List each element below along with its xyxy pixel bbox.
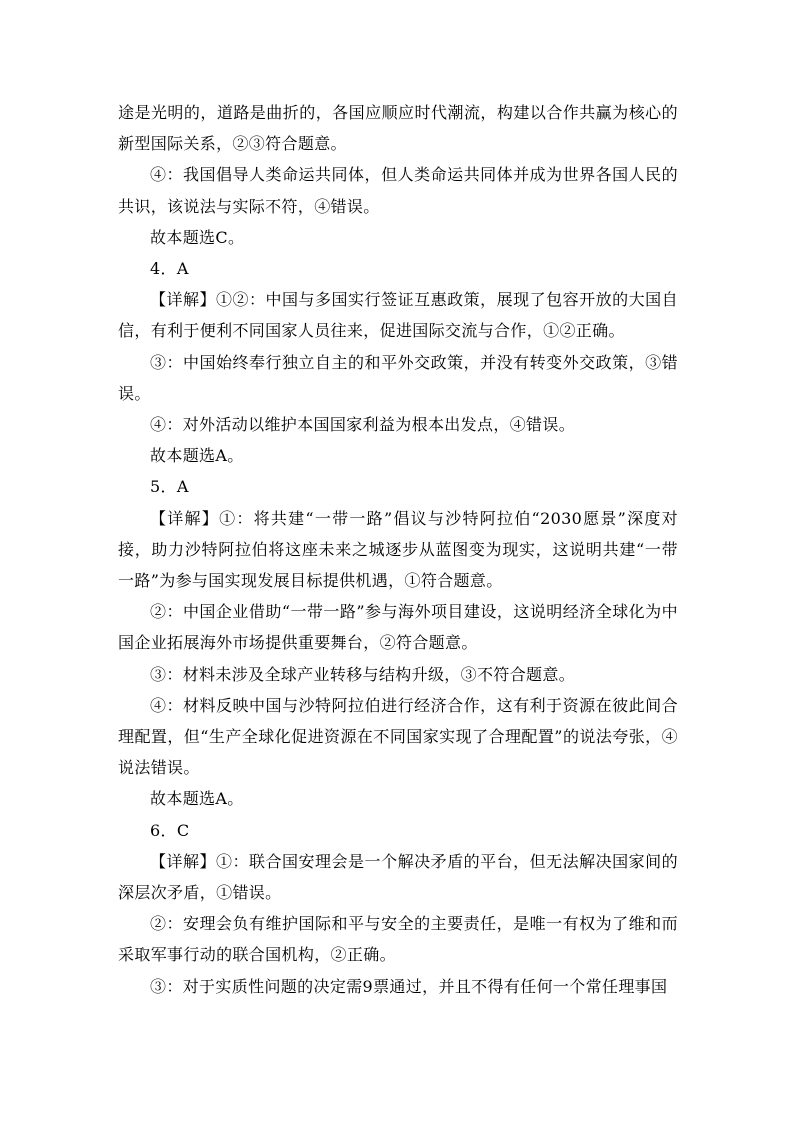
- paragraph-q6-detail-1: 【详解】①：联合国安理会是一个解决矛盾的平台，但无法解决国家间的深层次矛盾，①错误。: [118, 851, 678, 903]
- paragraph-q5-detail-4: ④：材料反映中国与沙特阿拉伯进行经济合作，这有利于资源在彼此间合理配置，但“生产全球化促进资源在不同国家实现了合理配置”的说法夸张，④说法错误。: [118, 695, 678, 778]
- paragraph-continued-analysis: 途是光明的，道路是曲折的，各国应顺应时代潮流，构建以合作共赢为核心的新型国际关系，②③符合题意。: [118, 103, 678, 154]
- paragraph-question-4-answer: 4．A: [150, 259, 189, 279]
- paragraph-q5-detail-1: 【详解】①：将共建“一带一路”倡议与沙特阿拉伯“2030愿景”深度对接，助力沙特阿拉伯将这座未来之城逐步从蓝图变为现实，这说明共建“一带一路”为参与国实现发展目标提供机遇，①符合题意。: [118, 508, 678, 591]
- paragraph-answer-3: 故本题选C。: [150, 227, 245, 247]
- paragraph-answer-4: 故本题选A。: [150, 446, 244, 466]
- paragraph-q5-detail-3: ③：材料未涉及全球产业转移与结构升级，③不符合题意。: [150, 664, 576, 684]
- paragraph-question-5-answer: 5．A: [150, 477, 189, 497]
- paragraph-q4-detail-1: 【详解】①②：中国与多国实行签证互惠政策，展现了包容开放的大国自信，有利于便利不同国家人员往来，促进国际交流与合作，①②正确。: [118, 290, 678, 341]
- paragraph-question-6-answer: 6．C: [150, 820, 190, 840]
- paragraph-q4-detail-4: ④：对外活动以维护本国国家利益为根本出发点，④错误。: [150, 415, 576, 435]
- paragraph-q6-detail-3: ③：对于实质性问题的决定需9票通过，并且不得有任何一个常任理事国: [150, 976, 668, 996]
- paragraph-q6-detail-2: ②：安理会负有维护国际和平与安全的主要责任，是唯一有权为了维和而采取军事行动的联合国机构，②正确。: [118, 914, 678, 965]
- paragraph-option-4-analysis: ④：我国倡导人类命运共同体，但人类命运共同体并成为世界各国人民的共识，该说法与实际不符，④错误。: [118, 165, 678, 216]
- paragraph-q4-detail-3: ③：中国始终奉行独立自主的和平外交政策，并没有转变外交政策，③错误。: [118, 352, 678, 403]
- paragraph-q5-detail-2: ②：中国企业借助“一带一路”参与海外项目建设，这说明经济全球化为中国企业拓展海外市场提供重要舞台，②符合题意。: [118, 602, 678, 653]
- paragraph-answer-5: 故本题选A。: [150, 789, 244, 809]
- document-body: [118, 97, 678, 1002]
